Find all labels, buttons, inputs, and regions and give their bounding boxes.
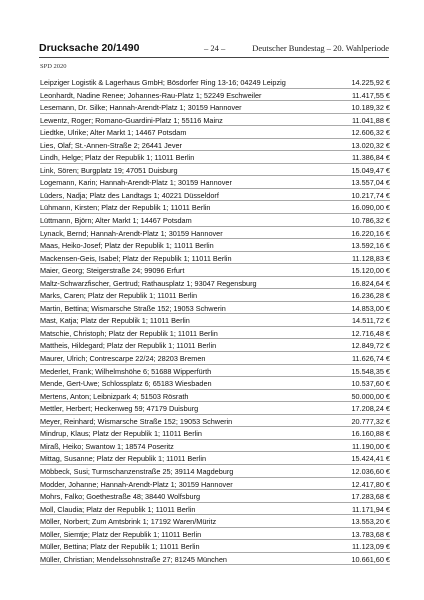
donor-name-address: Martin, Bettina; Wismarsche Straße 152; 19053 Schwerin: [40, 303, 226, 313]
donation-amount: 15.424,41 €: [351, 454, 390, 464]
donation-amount: 17.283,68 €: [351, 492, 390, 502]
table-row: [40, 314, 390, 327]
donor-name-address: Logemann, Karin; Hannah-Arendt-Platz 1; 30159 Hannover: [40, 178, 232, 188]
donations-table: [40, 76, 390, 565]
donor-name-address: Marks, Caren; Platz der Republik 1; 11011 Berlin: [40, 291, 198, 301]
donor-name-address: Leipziger Logistik & Lagerhaus GmbH; Bösdorfer Ring 13-16; 04249 Leipzig: [40, 78, 286, 87]
donation-amount: 11.386,84 €: [351, 153, 390, 163]
table-row: [40, 540, 390, 553]
donation-amount: 16.220,16 €: [351, 228, 390, 238]
table-row: [40, 239, 390, 252]
legislative-period: Deutscher Bundestag – 20. Wahlperiode: [252, 43, 389, 53]
donor-name-address: Mast, Katja; Platz der Republik 1; 11011 Berlin: [40, 316, 190, 326]
donation-amount: 11.123,09 €: [351, 542, 390, 552]
donor-name-address: Leonhardt, Nadine Renee; Johannes-Rau-Platz 1; 52249 Eschweiler: [40, 90, 262, 100]
donation-amount: 11.128,83 €: [351, 253, 390, 263]
row-divider: [40, 564, 390, 565]
donation-amount: 12.036,60 €: [351, 466, 390, 476]
table-row: [40, 289, 390, 302]
donor-name-address: Lüttmann, Björn; Alter Markt 1; 14467 Potsdam: [40, 216, 192, 226]
donor-name-address: Lindh, Helge; Platz der Republik 1; 11011 Berlin: [40, 153, 195, 163]
table-row: [40, 164, 390, 177]
donor-name-address: Lewentz, Roger; Romano-Guardini-Platz 1; 55116 Mainz: [40, 115, 223, 125]
donation-amount: 16.160,88 €: [351, 429, 390, 439]
donor-name-address: Mederlet, Frank; Wilhelmshöhe 6; 51688 Wipperfürth: [40, 366, 212, 376]
table-row: [40, 339, 390, 352]
donation-amount: 10.189,32 €: [351, 103, 390, 113]
donor-name-address: Möbbeck, Susi; Turmschanzenstraße 25; 39114 Magdeburg: [40, 466, 234, 476]
header-rule: [39, 57, 389, 58]
donor-name-address: Mettler, Herbert; Heckenweg 59; 47179 Duisburg: [40, 404, 199, 414]
donation-amount: 16.236,28 €: [351, 291, 390, 301]
donation-amount: 12.716,48 €: [351, 328, 390, 338]
donation-amount: 13.557,04 €: [351, 178, 390, 188]
donor-name-address: Mattheis, Hildegard; Platz der Republik 1; 11011 Berlin: [40, 341, 217, 351]
donor-name-address: Lynack, Bernd; Hannah-Arendt-Platz 1; 30159 Hannover: [40, 228, 223, 238]
table-row: [40, 503, 390, 516]
table-row: [40, 452, 390, 465]
donation-amount: 14.853,00 €: [351, 303, 390, 313]
donor-name-address: Mende, Gert-Uwe; Schlossplatz 6; 65183 Wiesbaden: [40, 379, 212, 389]
donation-amount: 12.849,72 €: [351, 341, 390, 351]
donor-name-address: Maas, Heiko-Josef; Platz der Republik 1; 11011 Berlin: [40, 241, 214, 251]
donor-name-address: Lies, Olaf; St.-Annen-Straße 2; 26441 Jever: [40, 140, 182, 150]
donation-amount: 11.041,88 €: [351, 115, 390, 125]
donor-name-address: Maier, Georg; Steigerstraße 24; 99096 Erfurt: [40, 266, 185, 276]
donor-name-address: Mindrup, Klaus; Platz der Republik 1; 11011 Berlin: [40, 429, 202, 439]
party-year-label: SPD 2020: [40, 63, 67, 70]
table-row: [40, 126, 390, 139]
donation-amount: 16.824,64 €: [351, 278, 390, 288]
donation-amount: 20.777,32 €: [351, 416, 390, 426]
donation-amount: 11.190,00 €: [351, 441, 390, 451]
donation-amount: 17.208,24 €: [351, 404, 390, 414]
donation-amount: 16.090,00 €: [351, 203, 390, 213]
table-row: [40, 76, 390, 89]
table-row: [40, 277, 390, 290]
table-row: [40, 114, 390, 127]
donor-name-address: Maltz-Schwarzfischer, Gertrud; Rathausplatz 1; 93047 Regensburg: [40, 278, 257, 288]
table-row: [40, 478, 390, 491]
table-row: [40, 440, 390, 453]
donor-name-address: Mohrs, Falko; Goethestraße 48; 38440 Wolfsburg: [40, 492, 201, 502]
table-row: [40, 151, 390, 164]
donation-amount: 15.120,00 €: [351, 266, 390, 276]
table-row: [40, 465, 390, 478]
table-row: [40, 390, 390, 403]
page-number: – 24 –: [204, 43, 226, 53]
table-row: [40, 227, 390, 240]
donor-name-address: Modder, Johanne; Hannah-Arendt-Platz 1; 30159 Hannover: [40, 479, 233, 489]
donor-name-address: Link, Sören; Burgplatz 19; 47051 Duisburg: [40, 165, 178, 175]
donor-name-address: Moll, Claudia; Platz der Republik 1; 11011 Berlin: [40, 504, 196, 514]
table-row: [40, 252, 390, 265]
donation-amount: 12.417,80 €: [351, 479, 390, 489]
donation-amount: 11.626,74 €: [351, 354, 390, 364]
donor-name-address: Mackensen-Geis, Isabel; Platz der Republik 1; 11011 Berlin: [40, 253, 232, 263]
donation-amount: 15.049,47 €: [351, 165, 390, 175]
donor-name-address: Mittag, Susanne; Platz der Republik 1; 11011 Berlin: [40, 454, 207, 464]
donor-name-address: Lesemann, Dr. Silke; Hannah-Arendt-Platz 1; 30159 Hannover: [40, 103, 242, 113]
table-row: [40, 515, 390, 528]
donation-amount: 50.000,00 €: [351, 391, 390, 401]
table-row: [40, 377, 390, 390]
table-row: [40, 176, 390, 189]
table-row: [40, 415, 390, 428]
donor-name-address: Möller, Norbert; Zum Amtsbrink 1; 17192 Waren/Müritz: [40, 517, 217, 527]
donation-amount: 10.537,60 €: [351, 379, 390, 389]
table-row: [40, 490, 390, 503]
table-row: [40, 402, 390, 415]
donor-name-address: Lühmann, Kirsten; Platz der Republik 1; 11011 Berlin: [40, 203, 211, 213]
donation-amount: 10.661,60 €: [351, 554, 390, 564]
donation-amount: 15.548,35 €: [351, 366, 390, 376]
table-row: [40, 327, 390, 340]
donation-amount: 12.606,32 €: [351, 128, 390, 138]
document-number: Drucksache 20/1490: [39, 42, 140, 54]
donor-name-address: Müller, Christian; Mendelssohnstraße 27; 81245 München: [40, 554, 227, 564]
donor-name-address: Lüders, Nadja; Platz des Landtags 1; 40221 Düsseldorf: [40, 190, 219, 200]
donation-amount: 14.225,92 €: [351, 78, 390, 87]
table-row: [40, 214, 390, 227]
donor-name-address: Matschie, Christoph; Platz der Republik 1; 11011 Berlin: [40, 328, 218, 338]
donor-name-address: Meyer, Reinhard; Wismarsche Straße 152; 19053 Schwerin: [40, 416, 233, 426]
donation-amount: 13.783,68 €: [351, 529, 390, 539]
table-row: [40, 189, 390, 202]
table-row: [40, 365, 390, 378]
donor-name-address: Liedtke, Ulrike; Alter Markt 1; 14467 Potsdam: [40, 128, 187, 138]
donation-amount: 13.020,32 €: [351, 140, 390, 150]
table-row: [40, 101, 390, 114]
donation-amount: 13.592,16 €: [351, 241, 390, 251]
donation-amount: 10.786,32 €: [351, 216, 390, 226]
donor-name-address: Maurer, Ulrich; Contrescarpe 22/24; 28203 Bremen: [40, 354, 206, 364]
table-row: [40, 302, 390, 315]
donor-name-address: Mertens, Anton; Leibnizpark 4; 51503 Rösrath: [40, 391, 189, 401]
donor-name-address: Möller, Siemtje; Platz der Republik 1; 11011 Berlin: [40, 529, 202, 539]
table-row: [40, 352, 390, 365]
table-row: [40, 139, 390, 152]
donation-amount: 13.553,20 €: [351, 517, 390, 527]
page-header: [39, 42, 389, 56]
table-row: [40, 427, 390, 440]
donor-name-address: Müller, Bettina; Platz der Republik 1; 11011 Berlin: [40, 542, 200, 552]
table-row: [40, 553, 390, 566]
table-row: [40, 201, 390, 214]
table-row: [40, 89, 390, 102]
table-row: [40, 528, 390, 541]
donation-amount: 11.417,55 €: [351, 90, 390, 100]
donation-amount: 14.511,72 €: [351, 316, 390, 326]
table-row: [40, 264, 390, 277]
donor-name-address: Miraß, Heiko; Swantow 1; 18574 Poseritz: [40, 441, 174, 451]
donation-amount: 11.171,94 €: [351, 504, 390, 514]
donation-amount: 10.217,74 €: [351, 190, 390, 200]
